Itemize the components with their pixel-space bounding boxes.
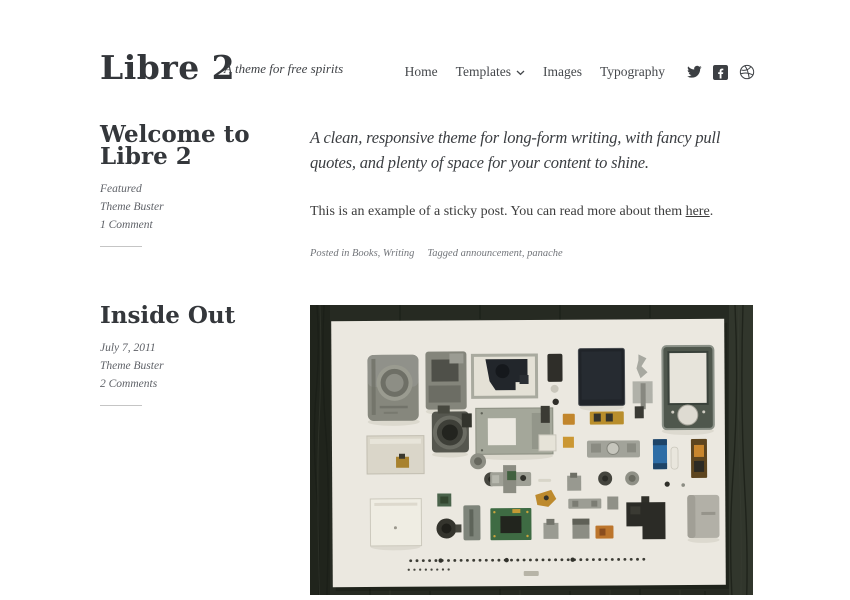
nav-item-images[interactable]: Images bbox=[542, 64, 582, 79]
white-tube bbox=[671, 447, 678, 469]
post-meta-divider bbox=[100, 405, 142, 406]
white-box bbox=[370, 499, 421, 546]
gray-chip bbox=[607, 496, 618, 509]
flash-bracket bbox=[587, 440, 640, 457]
plastic-box bbox=[539, 435, 556, 451]
lcd-screen bbox=[578, 348, 624, 405]
main-nav bbox=[405, 64, 755, 80]
green-pcb bbox=[490, 508, 531, 540]
frame-with-pcb bbox=[472, 355, 536, 397]
posted-in-label: Posted in bbox=[310, 248, 352, 259]
nav-item-templates-label: Templates bbox=[455, 64, 511, 79]
green-bracket bbox=[437, 493, 451, 506]
gray-module bbox=[572, 519, 589, 539]
site-tagline: A theme for free spirits bbox=[224, 61, 344, 76]
pull-quote: A clean, responsive theme for long-form writing, with fancy pull quotes, and plenty of space for your content to shine. bbox=[310, 128, 721, 172]
dribbble-icon[interactable] bbox=[739, 64, 755, 80]
body-text-after: . bbox=[709, 204, 714, 219]
featured-image[interactable] bbox=[310, 305, 753, 595]
camera-front-plate bbox=[367, 355, 418, 421]
tagged-label: Tagged bbox=[427, 248, 461, 259]
silver-bar bbox=[568, 499, 601, 509]
post-welcome-to-libre-2 bbox=[100, 121, 755, 259]
tag-links[interactable]: announcement, panache bbox=[460, 248, 563, 259]
vertical-bracket bbox=[463, 505, 480, 540]
nav-item-templates[interactable] bbox=[456, 64, 525, 80]
site-title[interactable]: Libre 2 bbox=[100, 48, 236, 87]
camera-chassis bbox=[425, 351, 466, 409]
battery bbox=[687, 495, 719, 538]
chevron-down-icon bbox=[516, 64, 525, 80]
meta-comments-link[interactable]: 1 Comment bbox=[100, 219, 153, 231]
entry-meta bbox=[100, 180, 260, 234]
nav-item-home[interactable]: Home bbox=[404, 64, 438, 79]
read-more-link[interactable]: here bbox=[685, 204, 710, 219]
post-content bbox=[310, 124, 753, 259]
ivory-panel bbox=[367, 436, 424, 474]
blue-capacitor bbox=[653, 439, 667, 469]
metal-rod bbox=[538, 479, 551, 482]
camera-back-plate bbox=[662, 346, 714, 429]
meta-featured: Featured bbox=[100, 183, 142, 195]
meta-comments-link[interactable]: 2 Comments bbox=[100, 378, 158, 390]
body-text-before: This is an example of a sticky post. You can read more about them bbox=[310, 204, 686, 219]
posted-in-group bbox=[310, 248, 414, 259]
body-paragraph bbox=[310, 201, 753, 222]
dark-post bbox=[541, 406, 550, 423]
post-aside bbox=[100, 121, 260, 259]
lens-assembly bbox=[432, 405, 472, 452]
post-title[interactable]: Inside Out bbox=[100, 302, 236, 329]
site-header bbox=[100, 34, 755, 87]
meta-author[interactable]: Theme Buster bbox=[100, 360, 164, 372]
post-meta-divider bbox=[100, 246, 142, 247]
post-footer-meta bbox=[310, 248, 753, 259]
post-content bbox=[310, 305, 753, 595]
category-links[interactable]: Books, Writing bbox=[352, 248, 415, 259]
post-title[interactable]: Welcome to Libre 2 bbox=[100, 121, 250, 170]
nav-item-typography[interactable]: Typography bbox=[599, 64, 665, 79]
meta-author[interactable]: Theme Buster bbox=[100, 201, 164, 213]
small-pcb-right bbox=[691, 439, 707, 478]
post-aside bbox=[100, 302, 260, 595]
meta-date[interactable]: July 7, 2011 bbox=[100, 342, 156, 354]
entry-meta bbox=[100, 339, 260, 393]
post-inside-out bbox=[100, 302, 755, 595]
orange-module bbox=[595, 525, 613, 538]
camera-parts-photo bbox=[310, 305, 753, 595]
tagged-group bbox=[427, 248, 562, 259]
social-links bbox=[686, 64, 755, 80]
posts-list bbox=[100, 121, 755, 595]
facebook-icon[interactable] bbox=[713, 65, 728, 80]
paper-label bbox=[524, 571, 539, 576]
twitter-icon[interactable] bbox=[686, 64, 702, 80]
